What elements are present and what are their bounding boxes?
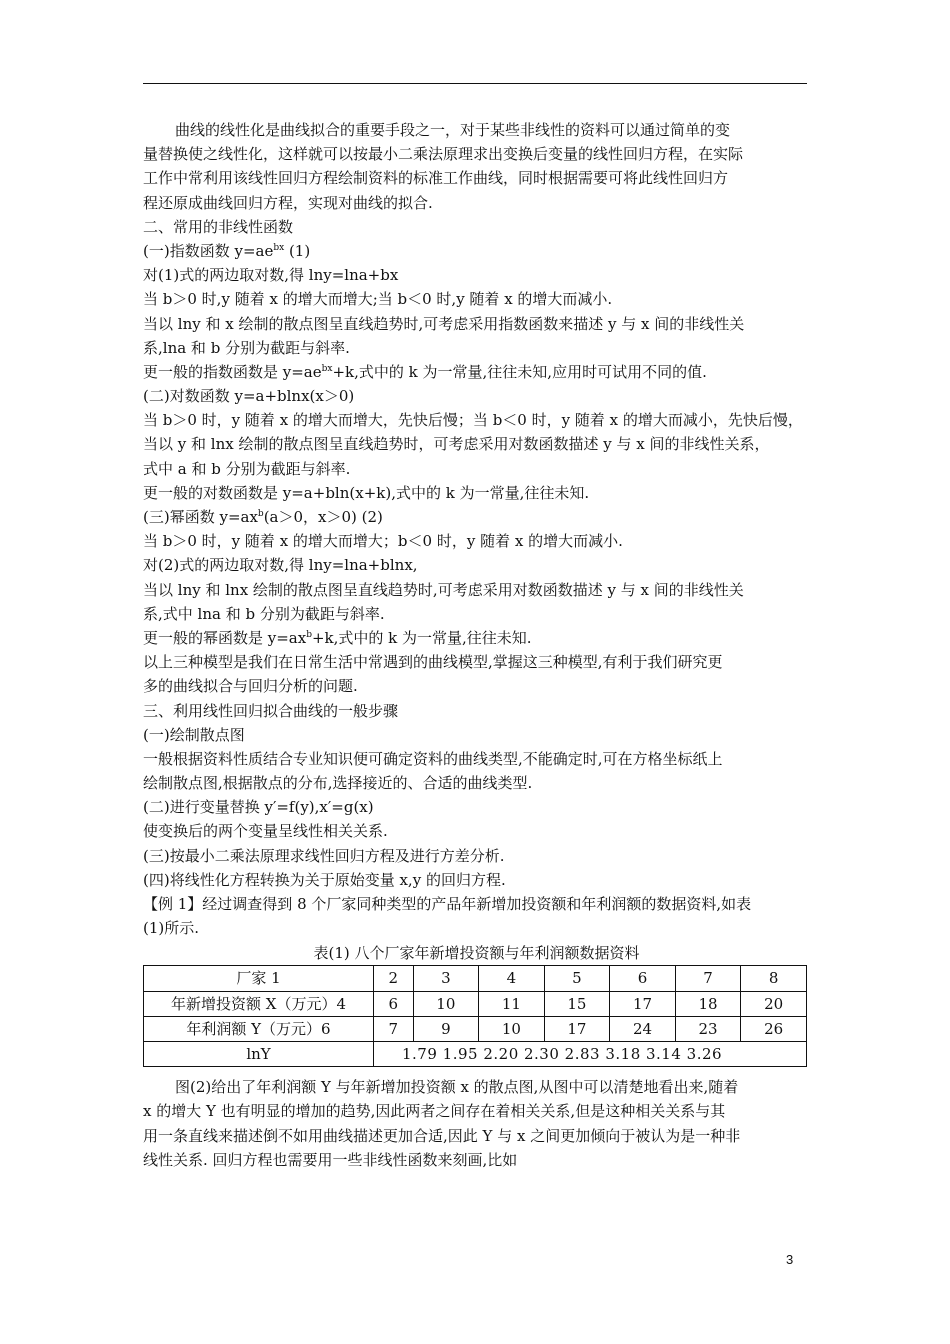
text-line: 使变换后的两个变量呈线性相关关系.: [143, 822, 388, 841]
text-line: 一般根据资料性质结合专业知识便可确定资料的曲线类型,不能确定时,可在方格坐标纸上: [143, 749, 723, 768]
row-label: 年新增投资额 X（万元）4: [144, 991, 374, 1016]
text-line: 当以 lny 和 lnx 绘制的散点图呈直线趋势时,可考虑采用对数函数描述 y 与 x 间的非线性关: [143, 580, 744, 599]
table-cell: 6: [374, 991, 414, 1016]
closing-line-2: x 的增大 Y 也有明显的增加的趋势,因此两者之间存在着相关关系,但是这种相关关系与其: [143, 1102, 726, 1121]
closing-line-1: 图(2)给出了年利润额 Y 与年新增加投资额 x 的散点图,从图中可以清楚地看出来,随着: [175, 1078, 739, 1097]
data-table: [143, 965, 807, 1067]
log-function-heading: (二)对数函数 y=a+blnx(x＞0): [143, 387, 355, 406]
table-cell: 5: [544, 966, 610, 991]
step-heading-3: (三)按最小二乘法原理求线性回归方程及进行方差分析.: [143, 846, 505, 865]
general-exp-line: 更一般的指数函数是 $y=ae^{bx}+k$,式中的 k 为一常量,往往未知,应用时可试用不同的值.: [143, 362, 707, 381]
table-cell: 18: [675, 991, 741, 1016]
table-cell: 10: [413, 991, 479, 1016]
general-power-line: 更一般的幂函数是 $y=ax^b+k$,式中的 k 为一常量,往往未知.: [143, 628, 532, 647]
text-line: 当 b＞0 时,y 随着 x 的增大而增大;当 b＜0 时,y 随着 x 的增大而减小.: [143, 290, 613, 309]
example-line-1: 【例 1】经过调查得到 8 个厂家同种类型的产品年新增加投资额和年利润额的数据资料,如表: [143, 895, 752, 913]
table-row: [144, 1041, 807, 1066]
table-row: [144, 1016, 807, 1041]
table-cell: 6: [610, 966, 676, 991]
closing-line-3: 用一条直线来描述倒不如用曲线描述更加合适,因此 Y 与 x 之间更加倾向于被认为是一种非: [143, 1126, 741, 1145]
section-heading-2: 二、常用的非线性函数: [143, 217, 294, 236]
step-heading-4: (四)将线性化方程转换为关于原始变量 x,y 的回归方程.: [143, 870, 506, 889]
row-label: lnY: [144, 1041, 374, 1066]
row-label: 厂家 1: [144, 966, 374, 991]
table-row: [144, 966, 807, 991]
page-number: 3: [786, 1252, 794, 1267]
text-line: 绘制散点图,根据散点的分布,选择接近的、合适的曲线类型.: [143, 774, 533, 793]
text-line: 更一般的对数函数是 y=a+bln(x+k),式中的 k 为一常量,往往未知.: [143, 483, 590, 502]
intro-line-4: 程还原成曲线回归方程，实现对曲线的拟合.: [143, 193, 433, 212]
text-line: 当以 lny 和 x 绘制的散点图呈直线趋势时,可考虑采用指数函数来描述 y 与 x 间的非线性关: [143, 314, 745, 333]
table-cell: 9: [413, 1016, 479, 1041]
document-body: [143, 118, 810, 1172]
step-heading-1: (一)绘制散点图: [143, 725, 245, 744]
text-line: 式中 a 和 b 分别为截距与斜率.: [143, 459, 351, 478]
exp-function-heading: (一)指数函数 $y=ae^{bx}$ (1): [143, 241, 311, 260]
table-cell: 4: [479, 966, 545, 991]
table-cell: 23: [675, 1016, 741, 1041]
table-cell: 8: [741, 966, 807, 991]
table-cell: 20: [741, 991, 807, 1016]
table-cell: 10: [479, 1016, 545, 1041]
table-caption: 表(1) 八个厂家年新增投资额与年利润额数据资料: [313, 944, 640, 963]
text-line: 多的曲线拟合与回归分析的问题.: [143, 677, 358, 696]
row-label: 年利润额 Y（万元）6: [144, 1016, 374, 1041]
section-heading-3: 三、利用线性回归拟合曲线的一般步骤: [143, 701, 399, 720]
example-line-2: (1)所示.: [143, 919, 200, 938]
text-line: 当 b＞0 时，y 随着 x 的增大而增大，先快后慢；当 b＜0 时，y 随着 x 的增大而减小，先快后慢，: [143, 411, 803, 430]
text-line: 当以 y 和 lnx 绘制的散点图呈直线趋势时，可考虑采用对数函数描述 y 与 x 间的非线性关系，: [143, 435, 770, 454]
intro-line-2: 量替换使之线性化，这样就可以按最小二乘法原理求出变换后变量的线性回归方程，在实际: [143, 145, 744, 164]
table-cell: 26: [741, 1016, 807, 1041]
power-function-heading: (三)幂函数 $y=ax^b(a>0$，x＞0) (2): [143, 508, 383, 526]
lny-values: 1.79 1.95 2.20 2.30 2.83 3.18 3.14 3.26: [374, 1041, 807, 1066]
text-line: 对(2)式的两边取对数,得 lny=lna+blnx,: [143, 556, 418, 575]
table-cell: 11: [479, 991, 545, 1016]
text-line: 系,式中 lna 和 b 分别为截距与斜率.: [143, 604, 385, 623]
closing-line-4: 线性关系. 回归方程也需要用一些非线性函数来刻画,比如: [143, 1150, 518, 1169]
table-cell: 2: [374, 966, 414, 991]
text-line: 当 b＞0 时，y 随着 x 的增大而增大；b＜0 时，y 随着 x 的增大而减小.: [143, 532, 623, 551]
text-line: 对(1)式的两边取对数,得 lny=lna+bx: [143, 266, 399, 285]
table-cell: 24: [610, 1016, 676, 1041]
table-cell: 7: [675, 966, 741, 991]
table-cell: 7: [374, 1016, 414, 1041]
table-cell: 17: [610, 991, 676, 1016]
table-cell: 3: [413, 966, 479, 991]
table-cell: 17: [544, 1016, 610, 1041]
intro-line-1: 曲线的线性化是曲线拟合的重要手段之一，对于某些非线性的资料可以通过简单的变: [175, 121, 731, 139]
table-cell: 15: [544, 991, 610, 1016]
header-rule: [143, 83, 807, 84]
text-line: 系,lna 和 b 分别为截距与斜率.: [143, 338, 350, 357]
table-row: [144, 991, 807, 1016]
step-heading-2: (二)进行变量替换 y′=f(y),x′=g(x): [143, 798, 374, 817]
text-line: 以上三种模型是我们在日常生活中常遇到的曲线模型,掌握这三种模型,有利于我们研究更: [143, 653, 723, 672]
intro-line-3: 工作中常利用该线性回归方程绘制资料的标准工作曲线，同时根据需要可将此线性回归方: [143, 169, 729, 188]
